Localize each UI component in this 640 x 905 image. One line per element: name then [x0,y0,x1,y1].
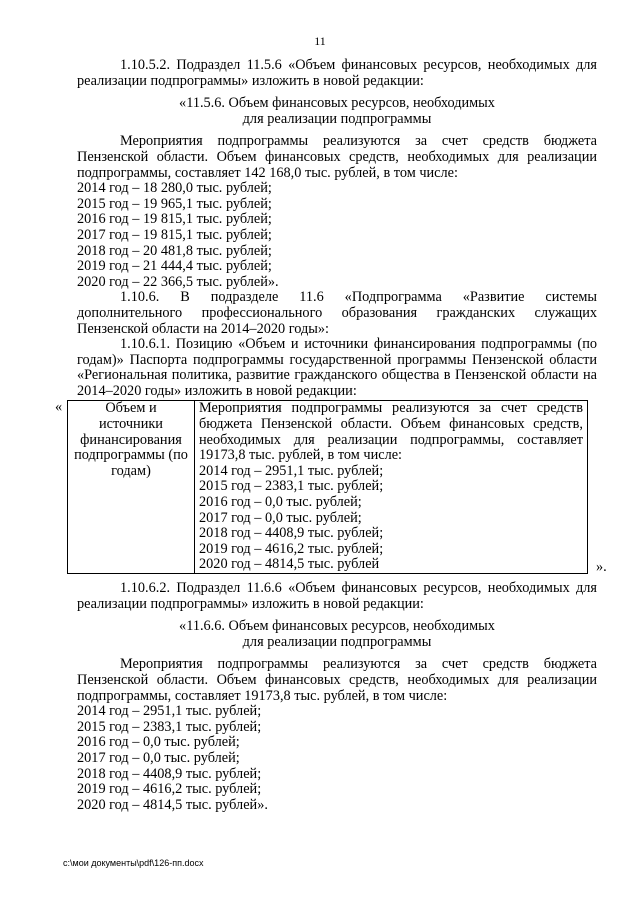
table-intro: Мероприятия подпрограммы реализуются за счет средств бюджета Пензенской области. Объем финансовых средств, необходимых для реализации подпрограммы, составляет 19173,8 тыс. рублей, в том числе: [199,400,583,464]
document-body [55,57,607,813]
passport-table [67,400,588,574]
paragraph-1-10-5-2: 1.10.5.2. Подраздел 11.5.6 «Объем финансовых ресурсов, необходимых для реализации подпрограммы» изложить в новой редакции: [77,57,597,89]
heading-line: для реализации подпрограммы [242,110,432,127]
heading-line: для реализации подпрограммы [242,633,432,650]
paragraph-funding-11-6-6: Мероприятия подпрограммы реализуются за счет средств бюджета Пензенской области. Объем финансовых средств, необходимых для реализации подпрограммы, составляет 19173,8 тыс. рублей, в том числе: [77,656,597,704]
year-line: 2017 год – 0,0 тыс. рублей; [77,749,240,766]
table-year-line: 2019 год – 4616,2 тыс. рублей; [199,540,384,557]
paragraph-1-10-6-1: 1.10.6.1. Позицию «Объем и источники финансирования подпрограммы (по годам)» Паспорта подпрограммы государственной программы Пензенской области «Региональная политика, развитие гражданского общества в Пензенской области на 2014–2020 годы» изложить в новой редакции: [77,336,597,399]
heading-line: «11.5.6. Объем финансовых ресурсов, необходимых [179,95,495,112]
year-line: 2019 год – 21 444,4 тыс. рублей; [77,258,272,275]
year-line: 2018 год – 4408,9 тыс. рублей; [77,765,262,782]
year-line: 2014 год – 2951,1 тыс. рублей; [77,703,262,720]
paragraph-1-10-6: 1.10.6. В подразделе 11.6 «Подпрограмма «Развитие системы дополнительного профессионального образования гражданских служащих Пензенской области на 2014–2020 годы»: [77,289,597,337]
year-line: 2015 год – 19 965,1 тыс. рублей; [77,195,272,212]
table-year-line: 2018 год – 4408,9 тыс. рублей; [199,525,384,542]
year-list-2 [77,704,597,813]
year-line: 2015 год – 2383,1 тыс. рублей; [77,718,262,735]
page-number: 11 [314,34,326,48]
table-row [68,401,588,574]
open-quote: « [55,399,63,416]
paragraph-1-10-6-2: 1.10.6.2. Подраздел 11.6.6 «Объем финансовых ресурсов, необходимых для реализации подпрограммы» изложить в новой редакции: [77,580,597,612]
table-year-line: 2015 год – 2383,1 тыс. рублей; [199,478,384,495]
heading-11-5-6 [77,96,597,127]
year-list-1 [77,181,597,290]
table-year-line: 2016 год – 0,0 тыс. рублей; [199,494,362,511]
year-line: 2019 год – 4616,2 тыс. рублей; [77,781,262,798]
close-quote: ». [596,559,607,576]
year-line: 2020 год – 4814,5 тыс. рублей». [77,796,268,813]
year-line: 2016 год – 0,0 тыс. рублей; [77,734,240,751]
table-year-line: 2020 год – 4814,5 тыс. рублей [199,556,380,573]
heading-11-6-6 [77,619,597,650]
table-label-cell: Объем и источники финансирования подпрограммы (по годам) [68,401,195,574]
paragraph-funding-11-5-6: Мероприятия подпрограммы реализуются за счет средств бюджета Пензенской области. Объем финансовых средств, необходимых для реализации подпрограммы, составляет 142 168,0 тыс. рублей, в том числе: [77,133,597,181]
table-year-line: 2014 год – 2951,1 тыс. рублей; [199,462,384,479]
heading-line: «11.6.6. Объем финансовых ресурсов, необходимых [179,618,495,635]
passport-table-wrapper [55,399,607,576]
year-line: 2017 год – 19 815,1 тыс. рублей; [77,226,272,243]
year-line: 2016 год – 19 815,1 тыс. рублей; [77,211,272,228]
file-path-footer: c:\мои документы\pdf\126-пп.docx [63,858,204,868]
table-value-cell [195,401,588,574]
year-line: 2020 год – 22 366,5 тыс. рублей». [77,273,279,290]
table-year-line: 2017 год – 0,0 тыс. рублей; [199,509,362,526]
year-line: 2018 год – 20 481,8 тыс. рублей; [77,242,272,259]
year-line: 2014 год – 18 280,0 тыс. рублей; [77,180,272,197]
